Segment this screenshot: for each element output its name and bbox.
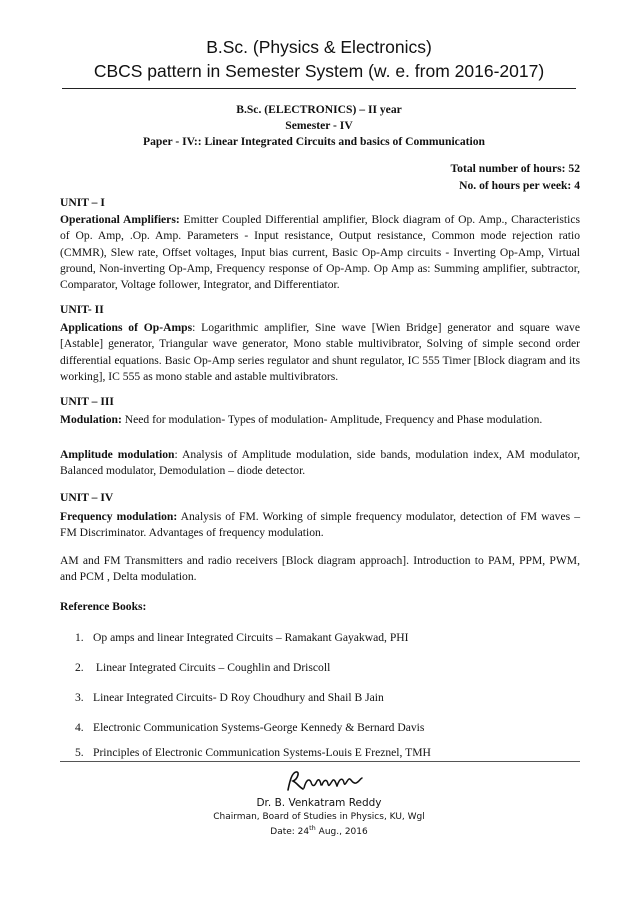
paragraph-text: : Logarithmic amplifier, Sine wave [Wien Bridge] generator and square wave [Astable] generator, Triangular wave generator, Mono stable multivibrator, Solving of simple second order differential equations. Basic Op-Amp series regulator and shunt regulator, IC 555 Timer [Block diagram and its working], IC 555 as mono stable and astable multivibrators. (60, 321, 580, 383)
reference-number: 3. (75, 691, 84, 704)
signature-image (284, 768, 364, 794)
reference-number: 5. (75, 746, 84, 759)
date-suffix: Aug., 2016 (315, 827, 368, 837)
paper-title: Paper - IV:: Linear Integrated Circuits and basics of Communication (143, 135, 485, 148)
unit-paragraph (60, 447, 580, 480)
reference-number: 2. (75, 661, 84, 674)
paragraph-text: AM and FM Transmitters and radio receivers [Block diagram approach]. Introduction to PAM, PPM, PWM, and PCM , Delta modulation. (60, 554, 580, 584)
signatory-role: Chairman, Board of Studies in Physics, KU, Wgl (213, 812, 425, 822)
paragraph-lead: Frequency modulation: (60, 510, 178, 523)
reference-text: Electronic Communication Systems-George Kennedy & Bernard Davis (93, 721, 425, 734)
unit-paragraph (60, 412, 580, 428)
paragraph-lead: Operational Amplifiers: (60, 213, 180, 226)
reference-number: 4. (75, 721, 84, 734)
reference-item (75, 691, 384, 704)
reference-item (75, 721, 424, 734)
hours-per-week: No. of hours per week: 4 (459, 179, 580, 192)
semester-label: Semester - IV (285, 119, 353, 132)
header-subtitle: CBCS pattern in Semester System (w. e. from 2016-2017) (93, 61, 545, 81)
unit-paragraph (60, 553, 580, 586)
unit-heading: UNIT – I (60, 196, 105, 209)
unit-paragraph (60, 509, 580, 542)
reference-text: Principles of Electronic Communication Systems-Louis E Freznel, TMH (93, 746, 431, 759)
footer-divider (60, 761, 580, 762)
references-heading: Reference Books: (60, 600, 147, 613)
signature-date (0, 824, 638, 837)
unit-heading: UNIT – III (60, 395, 114, 408)
unit-heading: UNIT – IV (60, 491, 114, 504)
date-ordinal: th (309, 824, 316, 832)
date-prefix: Date: 24 (270, 827, 310, 837)
reference-item (75, 746, 431, 759)
paragraph-text: Analysis of FM. Working of simple frequency modulator, detection of FM waves – FM Discriminator. Advantages of frequency modulation. (60, 510, 580, 540)
reference-text: Linear Integrated Circuits- D Roy Choudhury and Shail B Jain (93, 691, 384, 704)
paragraph-text: : Analysis of Amplitude modulation, side bands, modulation index, AM modulator, Balanced modulator, Demodulation – diode detector. (60, 448, 580, 478)
reference-text: Linear Integrated Circuits – Coughlin and Driscoll (93, 661, 331, 674)
paragraph-lead: Applications of Op-Amps (60, 321, 193, 334)
header-divider (62, 88, 576, 89)
unit-paragraph (60, 212, 580, 293)
reference-item (75, 631, 409, 644)
reference-item (75, 661, 330, 674)
paragraph-lead: Modulation: (60, 413, 122, 426)
header-title: B.Sc. (Physics & Electronics) (206, 37, 432, 57)
reference-number: 1. (75, 631, 84, 644)
paragraph-lead: Amplitude modulation (60, 448, 175, 461)
total-hours: Total number of hours: 52 (450, 162, 580, 175)
paragraph-text: Emitter Coupled Differential amplifier, Block diagram of Op. Amp., Characteristics of Op. Amp, .Op. Amp. Parameters - Input resistance, Output resistance, Common mode rejection ratio (CMMR), Slew rate, Offset voltages, Input bias current, Basic Op-Amp circuits - Inverting Op-Amp, Virtual ground, Non-inverting Op-Amp, Frequency response of Op-Amp. Op Amp as: Summing amplifier, subtractor, Comparator, Voltage follower, Integrator, and Differentiator. (60, 213, 580, 292)
reference-text: Op amps and linear Integrated Circuits – Ramakant Gayakwad, PHI (93, 631, 409, 644)
unit-paragraph (60, 320, 580, 385)
signatory-name: Dr. B. Venkatram Reddy (256, 797, 382, 809)
paragraph-text: Need for modulation- Types of modulation- Amplitude, Frequency and Phase modulation. (121, 413, 543, 426)
course-title: B.Sc. (ELECTRONICS) – II year (236, 103, 402, 116)
unit-heading: UNIT- II (60, 303, 104, 316)
